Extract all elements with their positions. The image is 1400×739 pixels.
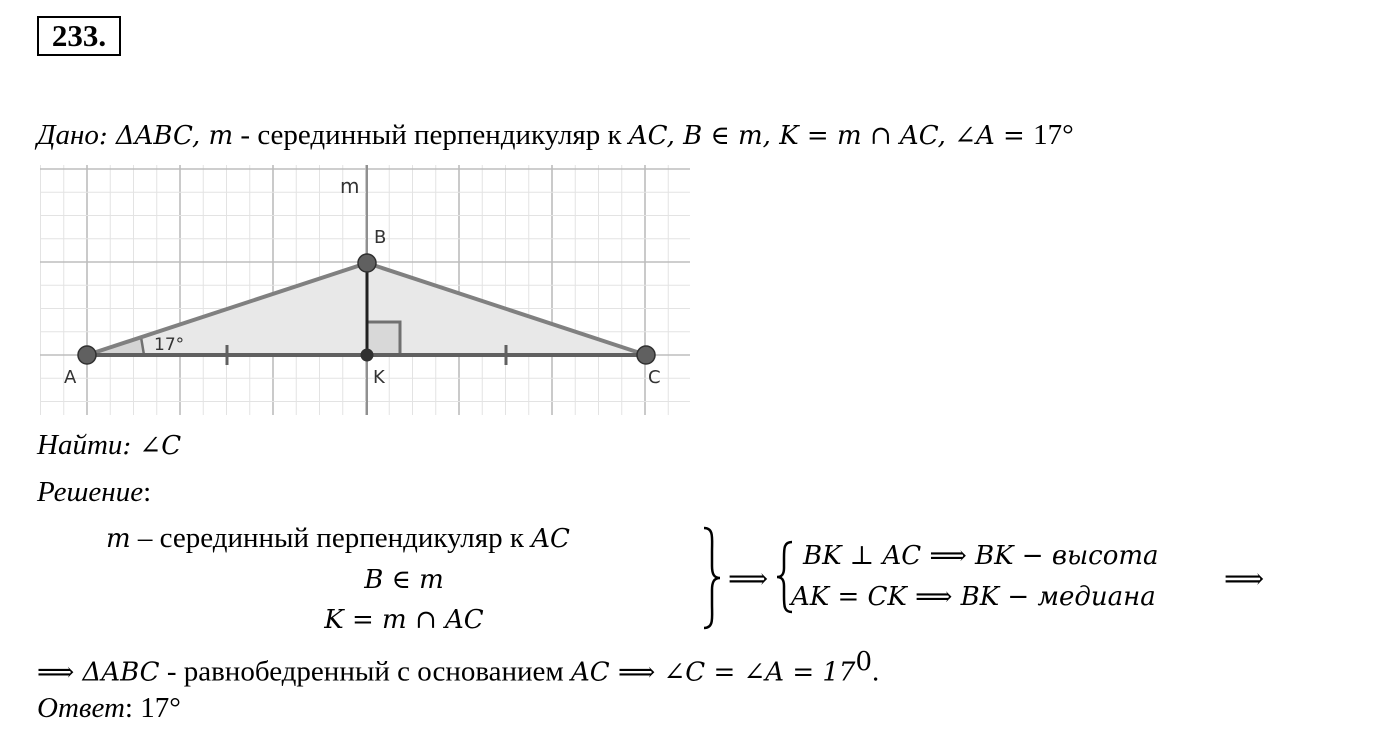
condition-1	[106, 520, 570, 557]
conclusion-degree: 0	[855, 647, 873, 677]
condition-3	[106, 601, 702, 638]
find-label: Найти	[37, 429, 123, 461]
problem-number: 233.	[37, 16, 121, 56]
condition-2	[106, 561, 702, 598]
solution-line	[37, 474, 151, 510]
point-a	[78, 346, 96, 364]
answer-value: : 17°	[124, 692, 181, 724]
label-angle-a: 17°	[154, 335, 185, 355]
label-a: A	[64, 367, 77, 388]
cond1-text: – серединный перпендикуляр к	[130, 522, 532, 554]
given-part2: - серединный перпендикуляр к	[233, 119, 629, 151]
right-brace	[700, 526, 724, 630]
given-part3: AC, B ∈ m, K = m ∩ AC, ∠A =	[628, 121, 1034, 151]
right-angle-mark	[367, 322, 400, 355]
find-value: : ∠C	[122, 431, 182, 461]
cond3-text: K = m ∩ AC	[324, 605, 484, 635]
find-line	[37, 427, 181, 464]
given-line	[37, 117, 1074, 154]
answer-line	[37, 690, 181, 726]
given-part4: 17°	[1033, 119, 1074, 151]
point-b	[358, 254, 376, 272]
conclusion-b: - равнобедренный с основанием	[159, 655, 572, 688]
implies-arrow-1: ⟹	[728, 562, 769, 595]
solution-colon: :	[143, 476, 152, 508]
conclusion-line	[37, 644, 879, 691]
answer-label: Ответ	[37, 692, 125, 724]
result-2	[791, 578, 1156, 615]
result-1	[803, 537, 1159, 574]
cond1-var: m	[106, 524, 131, 554]
result-1-text: BK ⊥ AC ⟹ BK − высота	[803, 541, 1159, 571]
label-b: B	[374, 227, 387, 248]
result-2-text: AK = CK ⟹ BK − медиана	[791, 582, 1156, 612]
point-c	[637, 346, 655, 364]
solution-label: Решение	[37, 476, 144, 508]
triangle-figure	[40, 165, 690, 415]
given-part1: : ΔABC, m	[98, 121, 234, 151]
implies-arrow-2: ⟹	[1224, 562, 1265, 595]
given-label: Дано	[37, 119, 99, 151]
conclusion-dot: .	[872, 655, 880, 688]
conclusion-a: ⟹ ΔABC	[37, 657, 160, 688]
label-m: m	[340, 174, 360, 198]
label-c: C	[648, 367, 661, 388]
cond1-ac: AC	[531, 524, 570, 554]
label-k: K	[373, 367, 385, 388]
cond2-text: B ∈ m	[364, 565, 444, 595]
conclusion-c: AC ⟹ ∠C = ∠A = 17	[571, 657, 856, 688]
point-k	[361, 349, 374, 362]
